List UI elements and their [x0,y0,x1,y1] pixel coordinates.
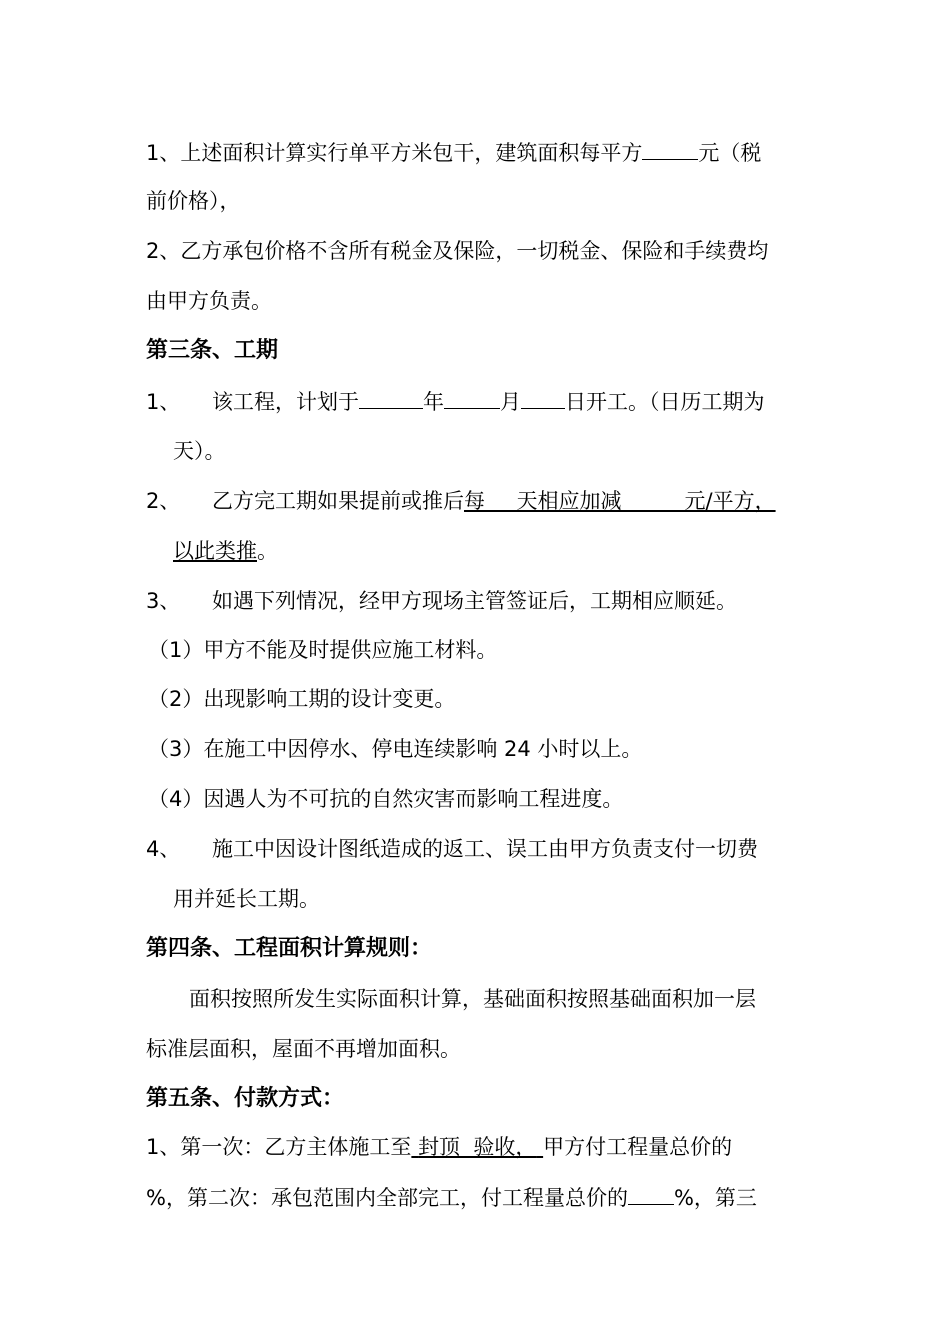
schedule-item-3 [146,586,810,616]
area-rule-line-2: 标准层面积，屋面不再增加面积。 [146,1037,461,1061]
price-clause-text: 1、上述面积计算实行单平方米包干，建筑面积每平方 [146,141,643,165]
schedule-item-1-line-1 [146,386,810,416]
item-number: 1、 [146,390,181,414]
schedule-item-2-line-1 [146,486,810,516]
month-label: 月 [500,390,521,414]
price-clause-line-2: 前价格）， [146,189,241,213]
delay-clause-text: 乙方完工期如果提前或推后 [212,489,464,513]
year-blank [359,386,423,409]
schedule-item-4-line-2: 用并延长工期。 [173,887,320,911]
price-blank [642,137,698,160]
year-label: 年 [423,390,444,414]
condition-item-1: （1）甲方不能及时提供应施工材料。 [148,638,498,662]
payment-ratio-text: 甲方付工程量总价的 [543,1135,733,1159]
payment-line-2 [146,1182,810,1212]
payment-first-text: 1、第一次：乙方主体施工至 [146,1135,412,1159]
item-number: 4、 [146,837,181,861]
schedule-item-1-line-2: 天）。 [173,439,226,463]
price-clause-line-1 [146,137,810,167]
condition-item-2: （2）出现影响工期的设计变更。 [148,687,456,711]
schedule-item-4-line-1 [146,834,810,864]
item-number: 3、 [146,589,181,613]
extension-conditions-text: 如遇下列情况，经甲方现场主管签证后，工期相应顺延。 [212,589,737,613]
delay-underline-1: 每 天相应加减 元/平方， [464,489,776,513]
payment-milestone: 封顶 验收， [418,1135,537,1159]
tax-clause-line-2: 由甲方负责。 [146,289,272,313]
payment-third-text: %，第三 [673,1186,757,1210]
month-blank [444,386,500,409]
price-clause-after: 元（税 [698,141,762,165]
schedule-start-text: 该工程，计划于 [212,390,359,414]
section-5-heading: 第五条、付款方式： [146,1086,345,1111]
section-4-heading: 第四条、工程面积计算规则： [146,936,433,961]
condition-item-4: （4）因遇人为不可抗的自然灾害而影响工程进度。 [148,787,624,811]
payment-second-text: %，第二次：承包范围内全部完工，付工程量总价的 [146,1186,628,1210]
schedule-item-2-line-2: 以此类推。 [173,539,278,563]
area-rule-line-1: 面积按照所发生实际面积计算，基础面积按照基础面积加一层 [189,987,756,1011]
condition-item-3: （3）在施工中因停水、停电连续影响 24 小时以上。 [148,737,643,761]
day-blank [521,386,565,409]
design-rework-text: 施工中因设计图纸造成的返工、误工由甲方负责支付一切费 [212,837,758,861]
payment-line-1 [146,1132,810,1162]
item-number: 2、 [146,489,181,513]
tax-clause-line-1: 2、乙方承包价格不含所有税金及保险，一切税金、保险和手续费均 [146,239,769,263]
delay-underline-2: 以此类推 [173,539,257,563]
percent-blank [628,1182,674,1205]
day-label: 日开工。（日历工期为 [565,390,765,414]
section-3-heading: 第三条、工期 [146,338,279,363]
